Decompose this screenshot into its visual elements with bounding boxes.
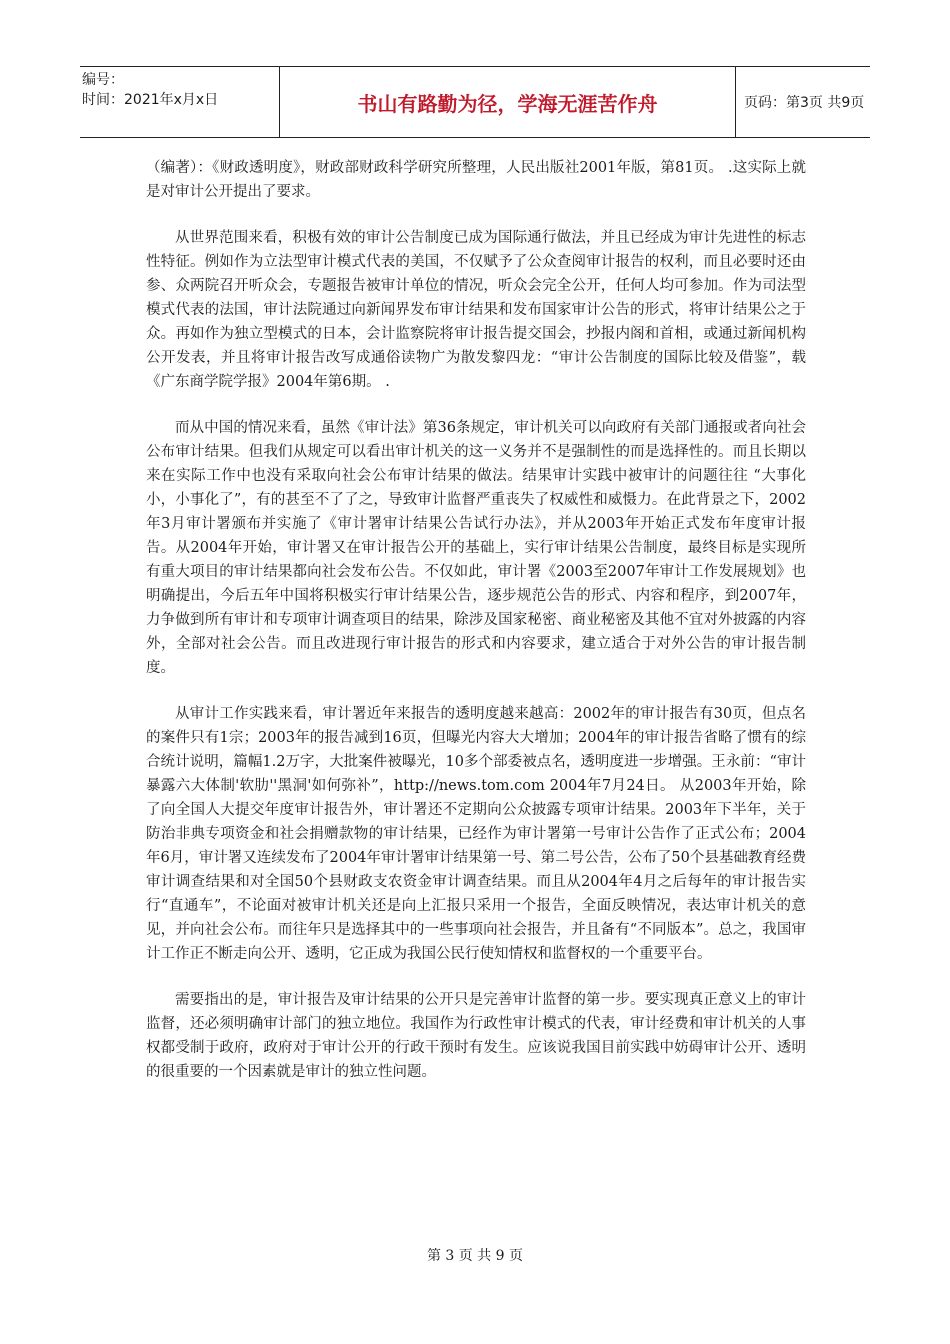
document-date-label: 时间：2021年x月x日 — [82, 92, 219, 108]
body-paragraph-1: （编著）：《财政透明度》，财政部财政科学研究所整理，人民出版社2001年版，第81页。 .这实际上就是对审计公开提出了要求。 — [146, 160, 806, 200]
page-footer: 第 3 页 共 9 页 — [426, 1248, 524, 1264]
body-paragraph-4: 从审计工作实践来看，审计署近年来报告的透明度越来越高：2002年的审计报告有30页，但点名的案件只有1宗；2003年的报告减到16页，但曝光内容大大增加；2004年的审计报告省略了惯有的综合统计说明，篇幅1.2万字，大批案件被曝光，10多个部委被点名，透明度进一步增强。王永前：“审计暴露六大体制'软肋''黑洞'如何弥补”，http://news.tom.com 2004年7月24日。 从2003年开始，除了向全国人大提交年度审计报告外，审计署还不定期向公众披露专项审计结果。2003年下半年，关于防治非典专项资金和社会捐赠款物的审计结果，已经作为审计署第一号审计公告作了正式公布；2004年6月，审计署又连续发布了2004年审计署审计结果第一号、第二号公告，公布了50个县基础教育经费审计调查结果和对全国50个县财政支农资金审计调查结果。而且从2004年4月之后每年的审计报告实行“直通车”，不论面对被审计机关还是向上汇报只采用一个报告，全面反映情况，表达审计机关的意见，并向社会公布。而往年只是选择其中的一些事项向社会报告，并且备有“不同版本”。总之，我国审计工作正不断走向公开、透明，它正成为我国公民行使知情权和监督权的一个重要平台。 — [146, 706, 806, 962]
page-header — [80, 66, 870, 138]
body-paragraph-2: 从世界范围来看，积极有效的审计公告制度已成为国际通行做法，并且已经成为审计先进性的标志性特征。例如作为立法型审计模式代表的美国，不仅赋予了公众查阅审计报告的权利，而且必要时还由参、众两院召开听众会，专题报告被审计单位的情况，听众会完全公开，任何人均可参加。作为司法型模式代表的法国，审计法院通过向新闻界发布审计结果和发布国家审计公告的形式，将审计结果公之于众。再如作为独立型模式的日本，会计监察院将审计报告提交国会，抄报内阁和首相，或通过新闻机构公开发表，并且将审计报告改写成通俗读物广为散发黎四龙：“审计公告制度的国际比较及借鉴”，载《广东商学院学报》2004年第6期。 . — [146, 230, 806, 390]
document-number-label: 编号： — [82, 72, 124, 88]
header-page-info: 页码：第3页 共9页 — [744, 95, 865, 111]
document-body — [146, 156, 806, 1106]
body-paragraph-5: 需要指出的是，审计报告及审计结果的公开只是完善审计监督的第一步。要实现真正意义上的审计监督，还必须明确审计部门的独立地位。我国作为行政性审计模式的代表，审计经费和审计机关的人事权都受制于政府，政府对于审计公开的行政干预时有发生。应该说我国目前实践中妨碍审计公开、透明的很重要的一个因素就是审计的独立性问题。 — [146, 992, 806, 1080]
body-paragraph-3: 而从中国的情况来看，虽然《审计法》第36条规定，审计机关可以向政府有关部门通报或者向社会公布审计结果。但我们从规定可以看出审计机关的这一义务并不是强制性的而是选择性的。而且长期以来在实际工作中也没有采取向社会公布审计结果的做法。结果审计实践中被审计的问题往往 “大事化小，小事化了”，有的甚至不了了之，导致审计监督严重丧失了权威性和威慑力。在此背景之下，2002年3月审计署颁布并实施了《审计署审计结果公告试行办法》，并从2003年开始正式发布年度审计报告。从2004年开始，审计署又在审计报告公开的基础上，实行审计结果公告制度，最终目标是实现所有重大项目的审计结果都向社会发布公告。不仅如此，审计署《2003至2007年审计工作发展规划》也明确提出，今后五年中国将积极实行审计结果公告，逐步规范公告的形式、内容和程序，到2007年，力争做到所有审计和专项审计调查项目的结果，除涉及国家秘密、商业秘密及其他不宜对外披露的内容外，全部对社会公告。而且改进现行审计报告的形式和内容要求，建立适合于对外公告的审计报告制度。 — [146, 420, 806, 676]
header-meta — [80, 67, 280, 137]
header-motto: 书山有路勤为径，学海无涯苦作舟 — [280, 67, 736, 137]
